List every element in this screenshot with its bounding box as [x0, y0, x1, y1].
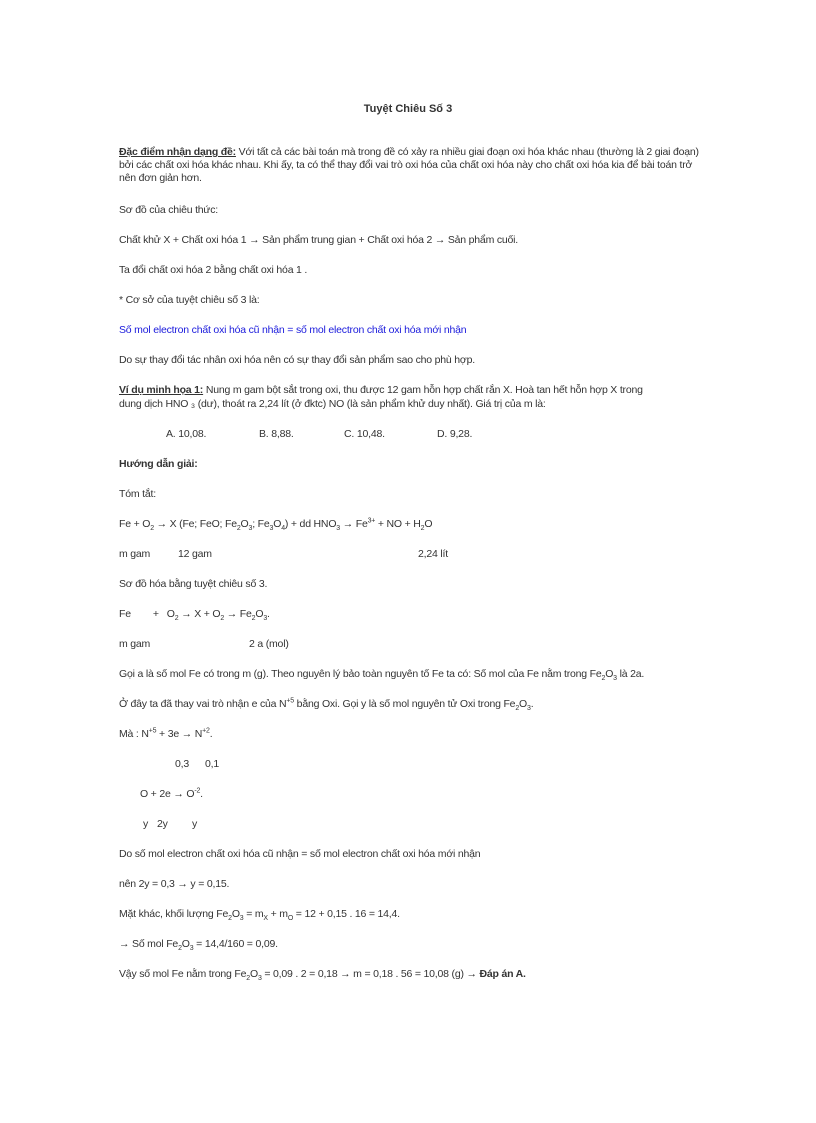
scheme-label: Sơ đồ của chiêu thức: — [119, 204, 219, 216]
paragraph-mol-fe2o3: → Số mol $Fe_2O_3 = 14,4/160 = 0,09$. — [119, 938, 278, 953]
paragraph-answer: Vậy số mol Fe nằm trong $Fe_2O_3 = 0,09$ . 2 = 0,18 → m = 0,18 . 56 = 10,08 (g) → Đáp án A. — [119, 968, 526, 983]
equation-1: $Fe + O_2 \to X$ (Fe; FeO; $Fe_2O_3$; $Fe_3O_4$) + dd $HNO_3 \to Fe^{3+}$ + NO + $H_2O$ — [119, 517, 433, 533]
reaction-n-val-b: 0,1 — [205, 758, 219, 770]
guide-label: Hướng dẫn giải: — [119, 458, 198, 470]
paragraph-conservation: Do số mol electron chất oxi hóa cũ nhận = số mol electron chất oxi hóa mới nhận — [119, 848, 481, 860]
intro-text: Với tất cả các bài toán mà trong đề có xảy ra nhiều giai đoạn oxi hóa khác nhau (thường là 2 giai đoạn) bởi các chất oxi hóa khác nhau. Khi ấy, ta có thể thay đổi vai trò oxi hóa của chất oxi hóa này cho chất oxi hóa kia để bài toán trở nên đơn giản hơn. — [119, 146, 699, 184]
page-title: Tuyệt Chiêu Số 3 — [363, 103, 453, 115]
equation-2: $Fe + O_2 \to X + O_2 \to Fe_2O_3$. — [119, 608, 270, 623]
option-a: A. 10,08. — [166, 428, 207, 440]
answer-label: Đáp án A. — [479, 968, 526, 980]
paragraph-mass: Mặt khác, khối lượng $Fe_2O_3 = m_X + m_O = 12 + 0,15$ . 16 = 14,4. — [119, 908, 400, 923]
option-d: D. 9,28. — [437, 428, 473, 440]
option-b: B. 8,88. — [259, 428, 294, 440]
mass-m-2: m gam — [119, 638, 151, 650]
example-line-2: dung dịch HNO ₃ (dư), thoát ra 2,24 lít (ở đktc) NO (là sản phẩm khử duy nhất). Giá trị của m là: — [119, 398, 546, 410]
scheme-text: Chất khử X + Chất oxi hóa 1 → Sản phẩm trung gian + Chất oxi hóa 2 → Sản phẩm cuối. — [119, 234, 519, 246]
paragraph-y: nên 2y = 0,3 → y = 0,15. — [119, 878, 230, 890]
mass-12: 12 gam — [178, 548, 212, 560]
intro-label: Đặc điểm nhận dạng đề: — [119, 146, 236, 158]
basis-label: * Cơ sở của tuyệt chiêu số 3 là: — [119, 294, 260, 306]
example-line-1 — [119, 384, 643, 397]
paragraph-oxi-role: Ở đây ta đã thay vai trò nhận e của $N^{+5}$ bằng Oxi. Gọi y là số mol nguyên tử Oxi trong $Fe_2O_3$. — [119, 697, 534, 713]
swap-text: Ta đổi chất oxi hóa 2 bằng chất oxi hóa 1 . — [119, 264, 308, 276]
reaction-o-val-c: y — [192, 818, 198, 830]
example-label: Ví dụ minh họa 1: — [119, 384, 204, 396]
note-text: Do sự thay đổi tác nhân oxi hóa nên có sự thay đổi sản phẩm sao cho phù hợp. — [119, 354, 475, 366]
mol-2a: 2 a (mol) — [249, 638, 289, 650]
scheme3-label: Sơ đồ hóa bằng tuyệt chiêu số 3. — [119, 578, 268, 590]
option-c: C. 10,48. — [344, 428, 385, 440]
paragraph-fe-mol: Gọi a là số mol Fe có trong m (g). Theo nguyên lý bảo toàn nguyên tố Fe ta có: Số mol của Fe nằm trong $Fe_2O_3$ là 2a. — [119, 668, 645, 683]
summary-label: Tóm tắt: — [119, 488, 156, 500]
reaction-o-val-b: 2y — [157, 818, 168, 830]
reaction-o: $O + 2e \to O^{-2}$. — [140, 787, 203, 800]
example-text-1: Nung m gam bột sắt trong oxi, thu được 12 gam hỗn hợp chất rắn X. Hoà tan hết hỗn hợp X trong — [203, 384, 643, 396]
volume-no: 2,24 lít — [418, 548, 448, 560]
reaction-n: Mà : $N^{+5} + 3e \to N^{+2}$. — [119, 727, 213, 740]
mass-m: m gam — [119, 548, 151, 560]
basis-rule: Số mol electron chất oxi hóa cũ nhận = số mol electron chất oxi hóa mới nhận — [119, 324, 467, 336]
reaction-n-val-a: 0,3 — [175, 758, 189, 770]
intro-paragraph — [119, 146, 699, 185]
reaction-o-val-a: y — [143, 818, 149, 830]
